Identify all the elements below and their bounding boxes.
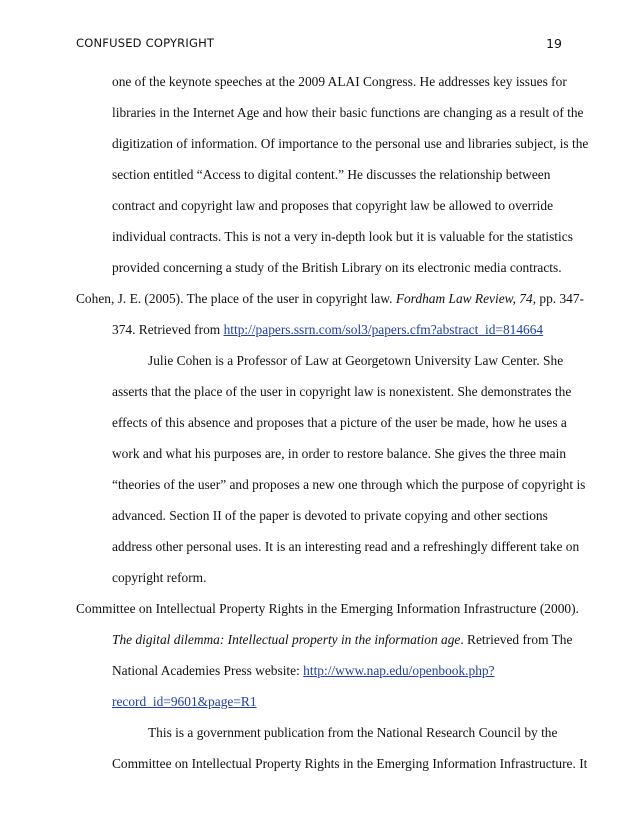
reference-text: 374. Retrieved from xyxy=(112,322,224,337)
book-title: The digital dilemma: Intellectual property in the information age xyxy=(112,632,461,647)
annotation-line: copyright reform. xyxy=(112,570,207,585)
annotation-line: “theories of the user” and proposes a new one through which the purpose of copyright is xyxy=(112,477,586,492)
reference-text: . Retrieved from The xyxy=(460,632,573,647)
annotation-line: This is a government publication from the National Research Council by the xyxy=(148,725,558,740)
body-line: one of the keynote speeches at the 2009 ALAI Congress. He addresses key issues for xyxy=(112,74,567,89)
reference-committee: Committee on Intellectual Property Rights in the Emerging Information Infrastructure (2000). xyxy=(76,601,579,616)
body-line: individual contracts. This is not a very in-depth look but it is valuable for the statistics xyxy=(112,229,573,244)
annotation-line: advanced. Section II of the paper is devoted to private copying and other sections xyxy=(112,508,548,523)
annotation-line: asserts that the place of the user in copyright law is nonexistent. She demonstrates the xyxy=(112,384,572,399)
annotation-line: work and what his purposes are, in order to restore balance. She gives the three main xyxy=(112,446,567,461)
nap-link-continued[interactable]: record_id=9601&page=R1 xyxy=(112,694,257,709)
annotation-line: effects of this absence and proposes that a picture of the user be made, how he uses a xyxy=(112,415,567,430)
ssrn-link[interactable]: http://papers.ssrn.com/sol3/papers.cfm?abstract_id=814664 xyxy=(223,322,544,337)
reference-retrieval xyxy=(112,322,543,338)
nap-link[interactable]: http://www.nap.edu/openbook.php? xyxy=(303,663,495,678)
annotation-line: Julie Cohen is a Professor of Law at Georgetown University Law Center. She xyxy=(148,353,564,368)
reference-text: Cohen, J. E. (2005). The place of the user in copyright law. xyxy=(76,291,396,306)
reference-retrieval xyxy=(112,663,495,679)
reference-cohen xyxy=(76,291,584,307)
body-line: digitization of information. Of importance to the personal use and libraries subject, is the xyxy=(112,136,589,151)
reference-text: National Academies Press website: xyxy=(112,663,304,678)
running-header-title: CONFUSED COPYRIGHT xyxy=(76,36,215,50)
body-line: provided concerning a study of the British Library on its electronic media contracts. xyxy=(112,260,562,275)
reference-retrieval xyxy=(112,694,257,710)
journal-title: Fordham Law Review, 74 xyxy=(395,291,533,306)
body-line: section entitled “Access to digital content.” He discusses the relationship between xyxy=(112,167,551,182)
body-line: libraries in the Internet Age and how their basic functions are changing as a result of the xyxy=(112,105,584,120)
page-number: 19 xyxy=(546,36,562,51)
reference-title-line xyxy=(112,632,572,648)
annotation-line: address other personal uses. It is an interesting read and a refreshingly different take on xyxy=(112,539,580,554)
annotation-line: Committee on Intellectual Property Rights in the Emerging Information Infrastructure. It xyxy=(112,756,588,771)
body-line: contract and copyright law and proposes that copyright law be allowed to override xyxy=(112,198,554,213)
reference-text: , pp. 347- xyxy=(532,291,585,306)
